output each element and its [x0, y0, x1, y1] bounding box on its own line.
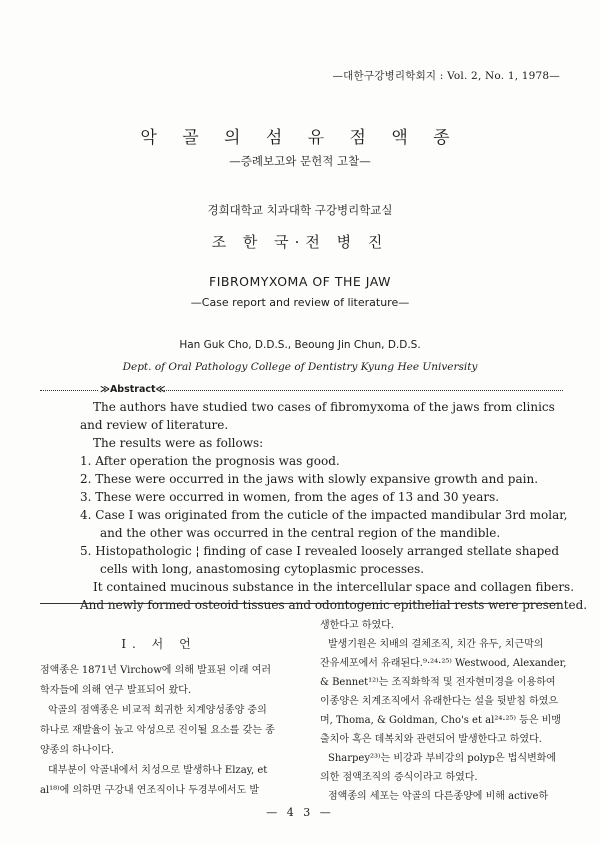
abstract-line: 1. After operation the prognosis was good. [80, 454, 340, 468]
dotted-rule-right [164, 390, 563, 391]
body-line: 며, Thoma, & Goldman, Cho's et al²⁴·²⁵⁾ 등은 비맹 [320, 715, 561, 726]
abstract-line: It contained mucinous substance in the intercellular space and collagen fibers. [93, 580, 575, 594]
running-head: —대한구강병리학회지 : Vol. 2, No. 1, 1978— [332, 70, 560, 82]
subtitle-english: —Case report and review of literature— [190, 296, 410, 309]
page-number: — 4 3 — [266, 806, 334, 819]
title-english: FIBROMYXOMA OF THE JAW [209, 274, 391, 289]
body-line: Sharpey²³⁾는 비강과 부비강의 polyp은 법식변화에 [328, 753, 557, 764]
title-korean: 악 골 의 섬 유 점 액 종 [140, 128, 460, 148]
body-line: 점액종의 세포는 악골의 다른종양에 비해 active하 [328, 791, 549, 802]
abstract-line: The results were as follows: [93, 436, 264, 450]
body-line: al¹⁸⁾에 의하면 구강내 연조직이나 두경부에서도 발 [40, 785, 260, 796]
affiliation-korean: 경희대학교 치과대학 구강병리학교실 [207, 203, 393, 217]
abstract-line: cells with long, anastomosing cytoplasmic processes. [100, 562, 425, 576]
body-line: 생한다고 하였다. [320, 620, 394, 631]
body-line: 발생기원은 치배의 결체조직, 치간 유두, 치근막의 [328, 639, 544, 650]
abstract-line: and the other was occurred in the central region of the mandible. [100, 526, 501, 540]
abstract-line: 2. These were occurred in the jaws with slowly expansive growth and pain. [80, 472, 539, 486]
body-line: 잔유세포에서 유래된다.⁹·²⁴·²⁵⁾ Westwood, Alexander, [320, 658, 567, 669]
dotted-rule-left [40, 390, 98, 391]
section-divider [40, 603, 562, 604]
affiliation-english: Dept. of Oral Pathology College of Dentistry Kyung Hee University [122, 361, 478, 373]
abstract-line: 5. Histopathologic ¦ finding of case Ⅰ revealed loosely arranged stellate shaped [80, 544, 560, 558]
abstract-label: ≫Abstract≪ [100, 384, 166, 395]
body-line: 양종의 하나이다. [40, 745, 114, 756]
abstract-rule [40, 384, 563, 396]
body-line: 출치아 혹은 데복치와 관련되어 발생한다고 하였다. [320, 734, 542, 745]
section-heading: Ⅰ. 서 언 [121, 637, 197, 651]
abstract-line: The authors have studied two cases of fibromyxoma of the jaws from clinics [93, 400, 555, 414]
authors-korean: 조 한 국·전 병 진 [211, 233, 389, 251]
body-line: 의한 점액조직의 증식이라고 하였다. [320, 772, 478, 783]
abstract-line: And newly formed osteoid tissues and odontogenic epithelial rests were presented. [80, 598, 588, 612]
authors-english: Han Guk Cho, D.D.S., Beoung Jin Chun, D.D.S. [179, 339, 421, 351]
body-line: 이종양은 치계조직에서 유래한다는 설을 뒷받침 하였으 [320, 696, 559, 707]
body-line: 하나로 재발율이 높고 악성으로 진이될 요소를 갖는 종 [40, 725, 275, 736]
body-line: 대부분이 악골내에서 치성으로 발생하나 Elzay, et [48, 765, 268, 776]
body-line: 점액종은 1871년 Virchow에 의해 발표된 이래 여러 [40, 665, 272, 676]
body-line: 학자들에 의해 연구 발표되어 왔다. [40, 685, 192, 696]
body-line: 악골의 점액종은 비교적 희귀한 치계양성종양 중의 [48, 705, 267, 716]
abstract-line: and review of literature. [80, 418, 229, 432]
subtitle-korean: —증례보고와 문헌적 고찰— [229, 154, 371, 168]
body-line: & Bennet¹²⁾는 조직화학적 및 전자현미경을 이용하여 [320, 677, 556, 688]
abstract-line: 3. These were occurred in women, from the ages of 13 and 30 years. [80, 490, 500, 504]
abstract-line: 4. Case Ⅰ was originated from the cuticle of the impacted mandibular 3rd molar, [80, 508, 568, 522]
